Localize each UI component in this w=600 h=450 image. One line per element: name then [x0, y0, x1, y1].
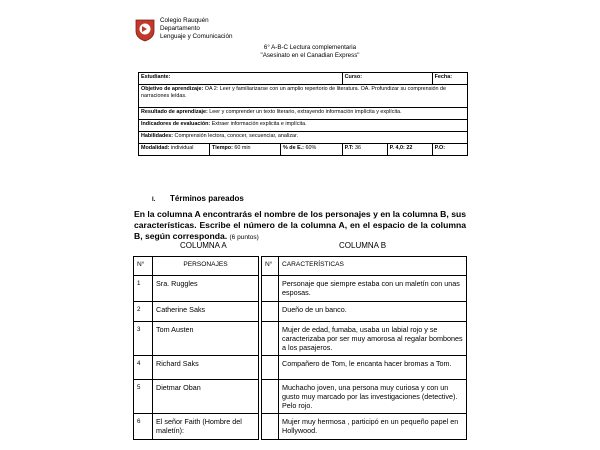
header-num-b: N° — [262, 257, 279, 276]
characteristic-text: Dueño de un banco. — [279, 302, 467, 322]
table-row — [134, 380, 467, 414]
row-number: 4 — [134, 356, 153, 380]
matching-table — [133, 256, 467, 440]
modality-cell — [139, 144, 210, 156]
table-row — [134, 322, 467, 356]
character-name: Richard Saks — [153, 356, 259, 380]
character-name: Sra. Ruggles — [153, 276, 259, 302]
student-field[interactable]: Estudiante: — [139, 73, 343, 85]
school-line: Departamento — [160, 25, 200, 32]
indicators-label: Indicadores de evaluación: — [141, 121, 211, 127]
table-row — [134, 356, 467, 380]
characteristic-text: Muchacho joven, una persona muy curiosa y con un gusto muy marcado por las investigaciones (detective). Pelo rojo. — [279, 380, 467, 414]
answer-blank[interactable] — [262, 356, 279, 380]
row-number: 1 — [134, 276, 153, 302]
characteristic-text: Compañero de Tom, le encanta hacer bromas a Tom. — [279, 356, 467, 380]
header-num-a: N° — [134, 257, 153, 276]
objective-text: OA 2: Leer y familiarizarse con un amplio repertorio de literatura. OA. Profundizar su comprensión de narraciones leídas. — [141, 86, 447, 99]
header-caracteristicas: CARACTERÍSTICAS — [279, 257, 467, 276]
result-label: Resultado de aprendizaje: — [141, 109, 208, 115]
table-row — [134, 414, 467, 440]
section-number: I. — [152, 197, 156, 203]
instructions — [134, 209, 466, 243]
modality-label: Modalidad: — [141, 145, 170, 151]
school-line: Lenguaje y Comunicación — [160, 33, 233, 40]
school-line: Colegio Rauquén — [160, 17, 209, 24]
document-title — [0, 44, 600, 60]
answer-blank[interactable] — [262, 276, 279, 302]
school-crest-icon — [134, 18, 156, 42]
time-label: Tiempo: — [212, 145, 233, 151]
characteristic-text: Personaje que siempre estaba con un maletín con unas esposas. — [279, 276, 467, 302]
section-title: Términos pareados — [170, 194, 244, 203]
result-row — [139, 108, 468, 120]
objective-label: Objetivo de aprendizaje: — [141, 86, 204, 92]
indicators-text: Extraer información explicita e implícita. — [210, 121, 307, 127]
instructions-text: En la columna A encontrarás el nombre de los personajes y en la columna B, sus características. Escribe el número de la columna A, en el espacio de la columna B, según corresponda. — [134, 209, 466, 241]
character-name: El señor Faith (Hombre del maletín): — [153, 414, 259, 440]
info-table — [138, 72, 468, 156]
time-value: 60 min — [232, 145, 251, 151]
course-field[interactable]: Curso: — [342, 73, 432, 85]
answer-blank[interactable] — [262, 302, 279, 322]
character-name: Tom Austen — [153, 322, 259, 356]
passing-points-cell: P. 4,0: 22 — [387, 144, 432, 156]
table-row — [134, 276, 467, 302]
column-b-title: COLUMNA B — [339, 241, 387, 250]
column-a-title: COLUMNA A — [180, 241, 227, 250]
skills-text: Comprensión lectora, conocer, secuenciar, analizar. — [173, 133, 299, 139]
date-field[interactable]: Fecha: — [432, 73, 467, 85]
characteristic-text: Mujer de edad, fumaba, usaba un labial rojo y se caracterizaba por ser muy amorosa al regalar bombones a los pasajeros. — [279, 322, 467, 356]
character-name: Dietmar Oban — [153, 380, 259, 414]
answer-blank[interactable] — [262, 380, 279, 414]
answer-blank[interactable] — [262, 414, 279, 440]
characteristic-text: Mujer muy hermosa , participó en un pequeño papel en Hollywood. — [279, 414, 467, 440]
obtained-points-cell[interactable]: P.O: — [432, 144, 467, 156]
skills-label: Habilidades: — [141, 133, 174, 139]
table-row — [134, 302, 467, 322]
title-line-2: "Asesinato en el Canadian Express" — [260, 52, 360, 59]
title-line-1: 6° A-B-C Lectura complementaria — [263, 44, 357, 51]
exigency-label: % de E.: — [283, 145, 304, 151]
points-note: (6 puntos) — [229, 234, 259, 241]
row-number: 5 — [134, 380, 153, 414]
exigency-value: 60% — [303, 145, 317, 151]
time-cell — [210, 144, 281, 156]
result-text: Leer y comprender un texto literario, extrayendo información implícita y explícita. — [207, 109, 402, 115]
total-points-value: 36 — [353, 145, 362, 151]
answer-blank[interactable] — [262, 322, 279, 356]
modality-value: individual — [169, 145, 194, 151]
row-number: 6 — [134, 414, 153, 440]
objective-row — [139, 85, 468, 108]
header-personajes: PERSONAJES — [153, 257, 259, 276]
exigency-cell — [281, 144, 343, 156]
school-name — [160, 17, 232, 41]
indicators-row — [139, 120, 468, 132]
skills-row — [139, 132, 468, 144]
total-points-label: P.T: — [344, 145, 354, 151]
character-name: Catherine Saks — [153, 302, 259, 322]
row-number: 3 — [134, 322, 153, 356]
section-heading — [152, 194, 244, 203]
total-points-cell — [342, 144, 387, 156]
row-number: 2 — [134, 302, 153, 322]
